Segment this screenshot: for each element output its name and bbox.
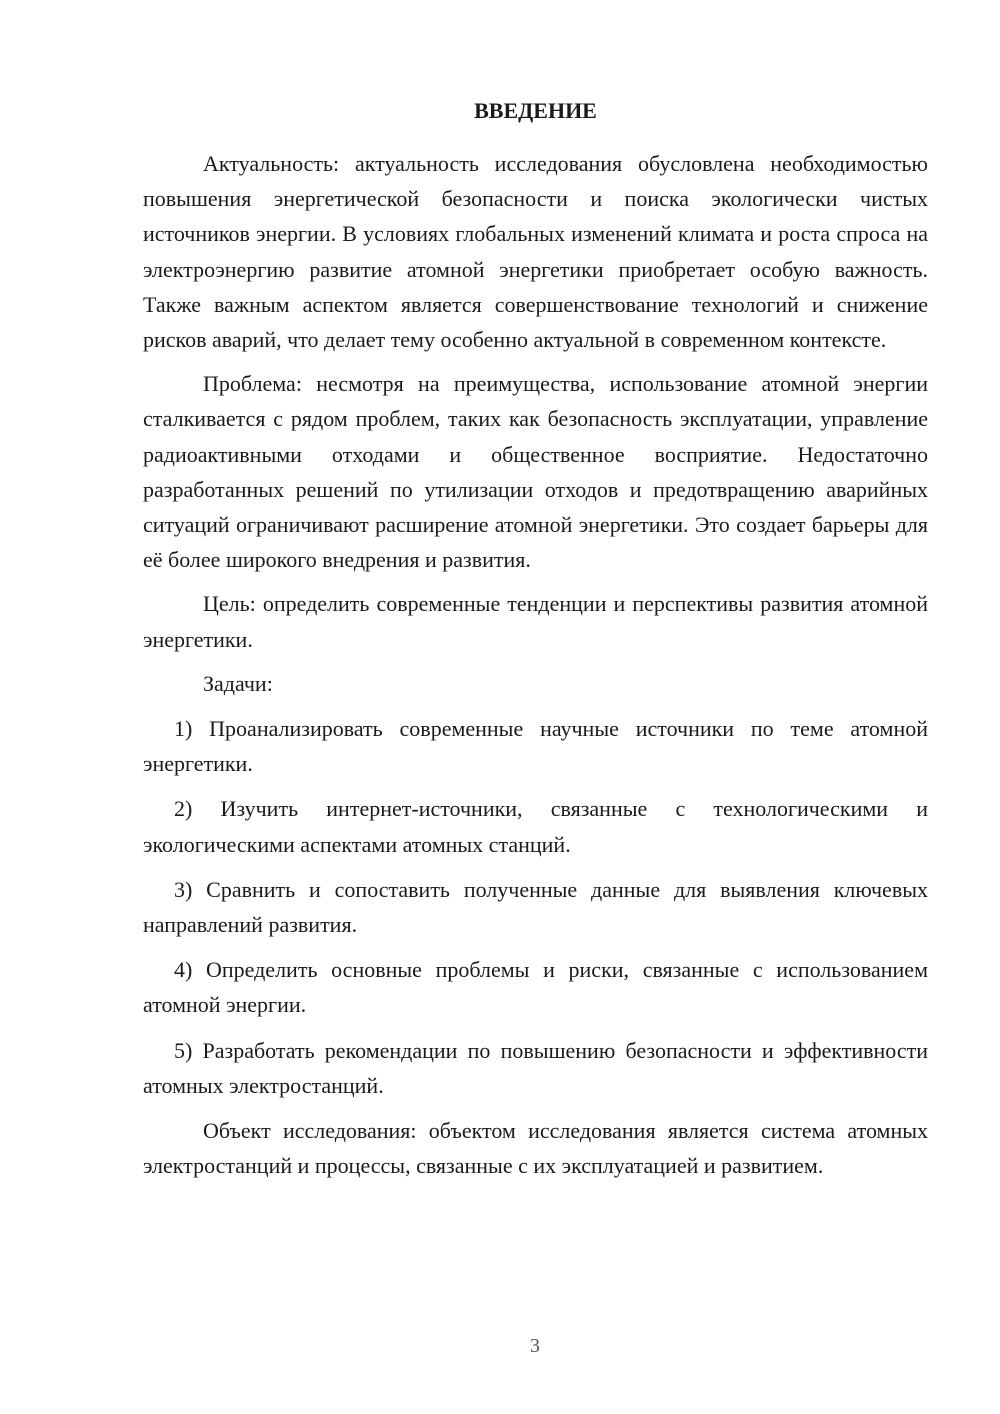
problem-paragraph: Проблема: несмотря на преимущества, использование атомной энергии сталкивается с рядом проблем, таких как безопасность эксплуатации, управление радиоактивными отходами и общественное восприятие. Недостаточно разработанных решений по утилизации отходов и предотвращению аварийных ситуаций ограничивают расширение атомной энергетики. Это создает барьеры для её более широкого внедрения и развития. — [143, 371, 928, 573]
task-item: 2) Изучить интернет-источники, связанные с технологическими и экологическими аспектами атомных станций. — [143, 796, 928, 857]
document-page — [143, 96, 928, 1192]
goal-paragraph: Цель: определить современные тенденции и перспективы развития атомной энергетики. — [143, 591, 928, 652]
task-item: 5) Разработать рекомендации по повышению безопасности и эффективности атомных электростанций. — [143, 1037, 928, 1098]
task-item: 3) Сравнить и сопоставить полученные данные для выявления ключевых направлений развития. — [143, 876, 928, 938]
tasks-list — [143, 711, 928, 1103]
page-title: ВВЕДЕНИЕ — [474, 98, 597, 123]
object-paragraph: Объект исследования: объектом исследования является система атомных электростанций и процессы, связанные с их эксплуатацией и развитием. — [143, 1118, 928, 1179]
relevance-paragraph: Актуальность: актуальность исследования обусловлена необходимостью повышения энергетической безопасности и поиска экологически чистых источников энергии. В условиях глобальных изменений климата и роста спроса на электроэнергию развитие атомной энергетики приобретает особую важность. Также важным аспектом является совершенствование технологий и снижение рисков аварий, что делает тему особенно актуальной в современном контексте. — [143, 151, 928, 353]
task-item: 4) Определить основные проблемы и риски, связанные с использованием атомной энергии. — [143, 957, 928, 1018]
tasks-label: Задачи: — [203, 670, 273, 696]
task-item: 1) Проанализировать современные научные источники по теме атомной энергетики. — [143, 716, 928, 777]
page-number: 3 — [530, 1335, 540, 1357]
